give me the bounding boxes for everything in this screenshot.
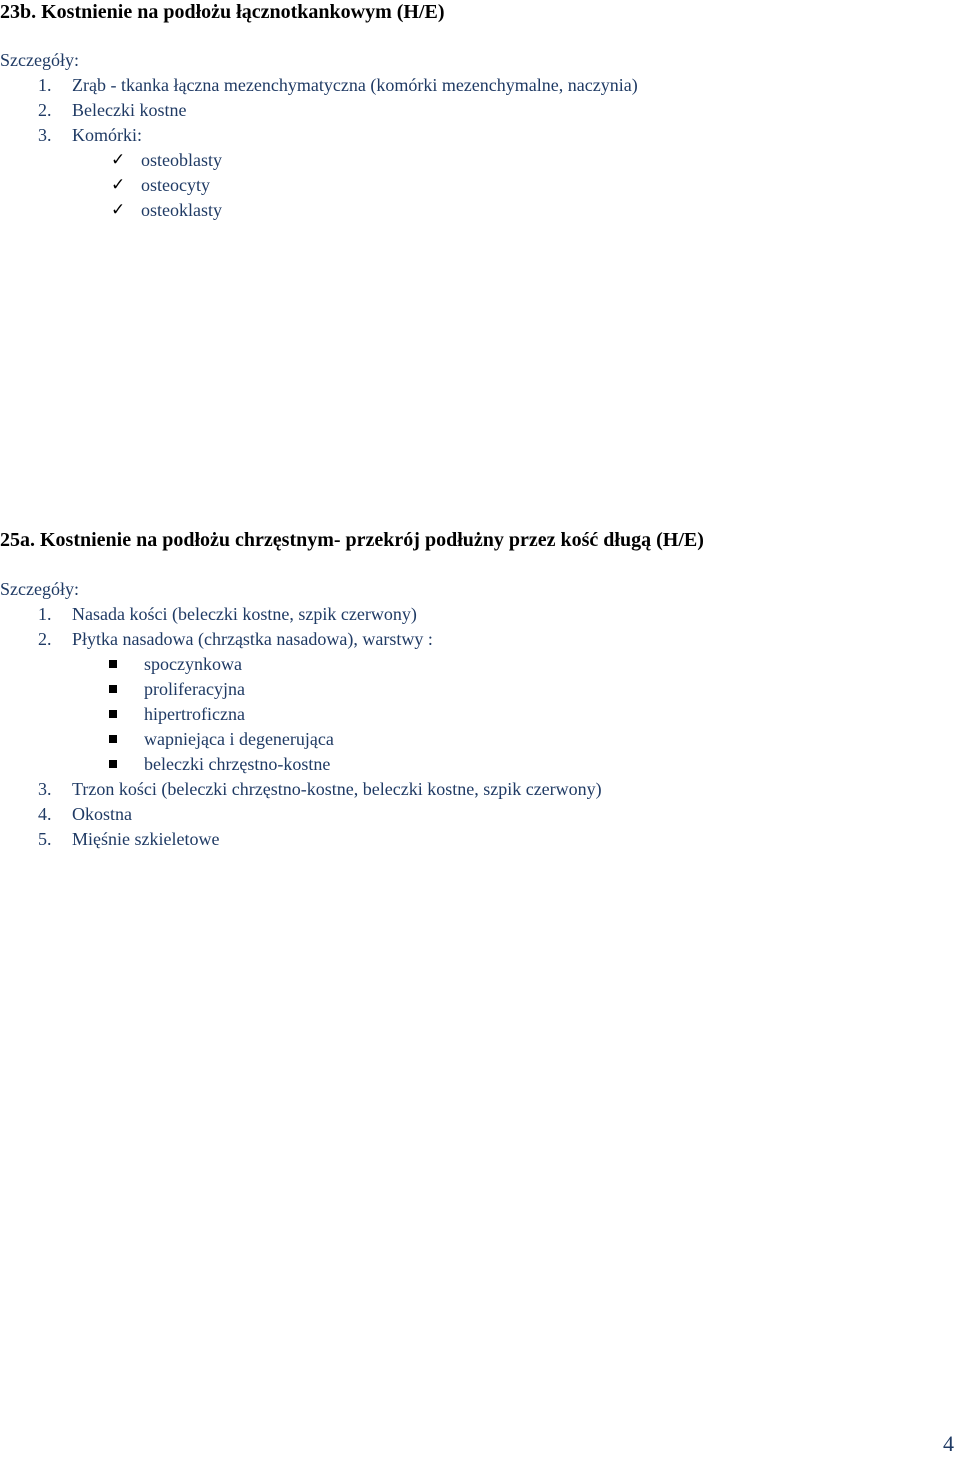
section-25a-item-5 <box>0 827 960 851</box>
item-number: 3. <box>38 125 52 145</box>
section-25a-item-3 <box>0 777 960 801</box>
layer-list-item-wapniejaca <box>0 727 960 751</box>
section-25a-item-2 <box>0 627 960 651</box>
layer-name: beleczki chrzęstno-kostne <box>144 754 331 774</box>
square-bullet-icon <box>109 660 117 668</box>
page-number: 4 <box>943 1431 954 1456</box>
layer-name: proliferacyjna <box>144 679 245 699</box>
square-bullet-icon <box>109 760 117 768</box>
item-number: 1. <box>38 75 52 95</box>
section-23b-details-label: Szczegóły: <box>0 50 79 70</box>
section-23b-item-1 <box>0 73 960 97</box>
layer-list-item-hipertroficzna <box>0 702 960 726</box>
square-bullet-icon <box>109 735 117 743</box>
checkmark-icon: ✓ <box>111 200 126 220</box>
cell-list-item-osteoblasty <box>0 148 960 172</box>
cell-name: osteocyty <box>141 175 210 195</box>
item-text: Zrąb - tkanka łączna mezenchymatyczna (komórki mezenchymalne, naczynia) <box>72 75 638 95</box>
checkmark-icon: ✓ <box>111 175 126 195</box>
item-text: Beleczki kostne <box>72 100 187 120</box>
section-25a-details-label: Szczegóły: <box>0 579 79 599</box>
item-number: 5. <box>38 829 52 849</box>
section-25a-item-4 <box>0 802 960 826</box>
cell-name: osteoblasty <box>141 150 222 170</box>
cell-list-item-osteocyty <box>0 173 960 197</box>
item-text: Mięśnie szkieletowe <box>72 829 220 849</box>
section-23b-item-3 <box>0 123 960 147</box>
item-number: 1. <box>38 604 52 624</box>
layer-name: hipertroficzna <box>144 704 245 724</box>
layer-list-item-spoczynkowa <box>0 652 960 676</box>
section-23b-item-2 <box>0 98 960 122</box>
item-text: Płytka nasadowa (chrząstka nasadowa), warstwy : <box>72 629 433 649</box>
cell-list-item-osteoklasty <box>0 198 960 222</box>
layer-name: spoczynkowa <box>144 654 242 674</box>
item-number: 3. <box>38 779 52 799</box>
layer-list-item-proliferacyjna <box>0 677 960 701</box>
item-number: 2. <box>38 629 52 649</box>
item-number: 4. <box>38 804 52 824</box>
item-text: Okostna <box>72 804 132 824</box>
section-23b-title: 23b. Kostnienie na podłożu łącznotkankowym (H/E) <box>0 1 445 23</box>
layer-name: wapniejąca i degenerująca <box>144 729 334 749</box>
checkmark-icon: ✓ <box>111 150 126 170</box>
item-number: 2. <box>38 100 52 120</box>
cell-name: osteoklasty <box>141 200 222 220</box>
square-bullet-icon <box>109 710 117 718</box>
layer-list-item-beleczki <box>0 752 960 776</box>
square-bullet-icon <box>109 685 117 693</box>
item-text: Komórki: <box>72 125 142 145</box>
section-25a-title: 25a. Kostnienie na podłożu chrzęstnym- przekrój podłużny przez kość długą (H/E) <box>0 529 704 551</box>
item-text: Nasada kości (beleczki kostne, szpik czerwony) <box>72 604 417 624</box>
section-25a-item-1 <box>0 602 960 626</box>
item-text: Trzon kości (beleczki chrzęstno-kostne, beleczki kostne, szpik czerwony) <box>72 779 602 799</box>
